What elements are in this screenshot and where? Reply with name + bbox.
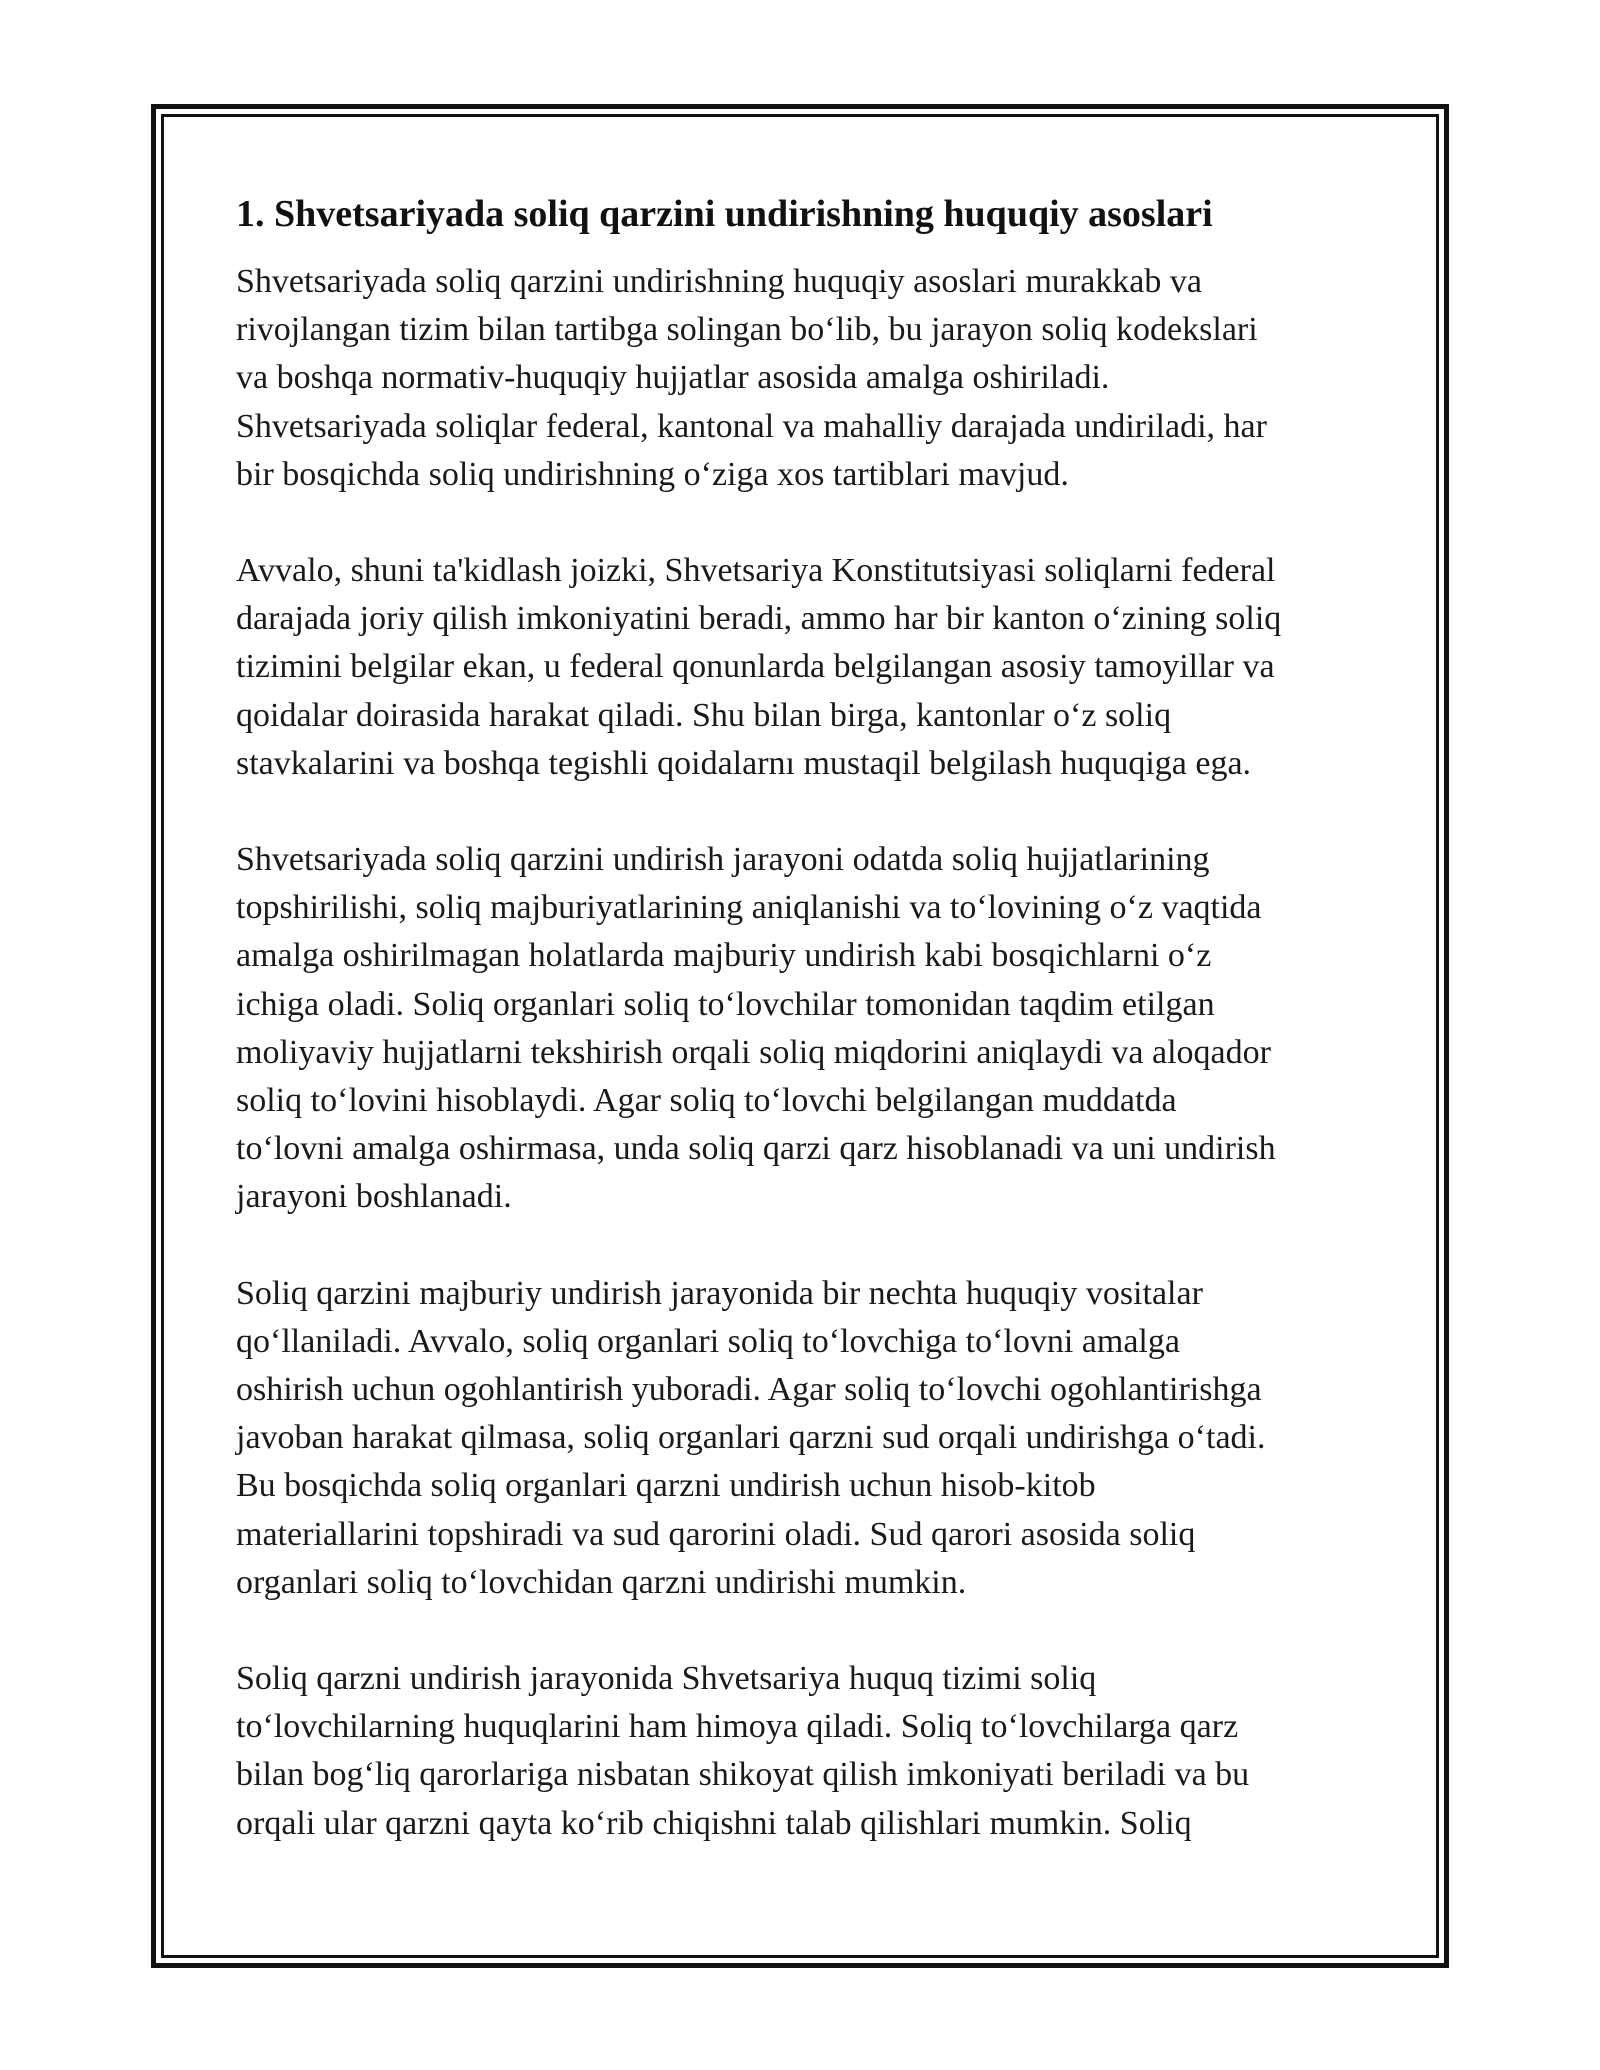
paragraph-line: stavkalarini va boshqa tegishli qoidalarnı mustaqil belgilash huquqiga ega. [236,744,1252,782]
paragraph-4 [236,1270,1366,1607]
paragraph-line: rivojlangan tizim bilan tartibga solingan bo‘lib, bu jarayon soliq kodekslari [236,311,1258,349]
document-content [236,190,1366,1896]
paragraph-line: Avvalo, shuni ta'kidlash joizki, Shvetsariya Konstitutsiyasi soliqlarni federal [236,552,1276,590]
paragraph-5 [236,1655,1366,1848]
paragraph-2 [236,547,1366,788]
paragraph-line: topshirilishi, soliq majburiyatlarining aniqlanishi va to‘lovining o‘z vaqtida [236,889,1262,927]
paragraph-3 [236,836,1366,1222]
paragraph-line: Shvetsariyada soliq qarzini undirish jarayoni odatda soliq hujjatlarining [236,841,1210,879]
paragraph-line: Soliq qarzini majburiy undirish jarayonida bir nechta huquqiy vositalar [236,1274,1203,1312]
paragraph-line: Bu bosqichda soliq organlari qarzni undirish uchun hisob-kitob [236,1467,1096,1505]
paragraph-line: Shvetsariyada soliq qarzini undirishning huquqiy asoslari murakkab va [236,263,1202,300]
paragraph-line: oshirish uchun ogohlantirish yuboradi. Agar soliq to‘lovchi ogohlantirishga [236,1371,1262,1409]
paragraph-line: materiallarini topshiradi va sud qarorini oladi. Sud qarori asosida soliq [236,1515,1196,1553]
paragraph-line: Soliq qarzni undirish jarayonida Shvetsariya huquq tizimi soliq [236,1660,1097,1698]
paragraph-line: ichiga oladi. Soliq organlari soliq to‘lovchilar tomonidan taqdim etilgan [236,985,1215,1023]
paragraph-line: va boshqa normativ-huquqiy hujjatlar asosida amalga oshiriladi. [236,359,1110,397]
paragraph-line: javoban harakat qilmasa, soliq organlari qarzni sud orqali undirishga o‘tadi. [236,1419,1266,1457]
paragraph-line: amalga oshirilmagan holatlarda majburiy undirish kabi bosqichlarni o‘z [236,937,1212,975]
paragraph-line: organlari soliq to‘lovchidan qarzni undirishi mumkin. [236,1563,967,1601]
paragraph-line: darajada joriy qilish imkoniyatini beradi, ammo har bir kanton o‘zining soliq [236,600,1282,638]
paragraph-line: orqali ular qarzni qayta ko‘rib chiqishni talab qilishlari mumkin. Soliq [236,1804,1192,1842]
paragraph-line: bilan bog‘liq qarorlariga nisbatan shikoyat qilish imkoniyati beriladi va bu [236,1756,1250,1794]
paragraph-line: Shvetsariyada soliqlar federal, kantonal va mahalliy darajada undiriladi, har [236,407,1267,445]
paragraph-line: tizimini belgilar ekan, u federal qonunlarda belgilangan asosiy tamoyillar va [236,648,1275,686]
paragraph-line: qoidalar doirasida harakat qiladi. Shu bilan birga, kantonlar o‘z soliq [236,696,1172,734]
paragraph-line: to‘lovchilarning huquqlarini ham himoya qiladi. Soliq to‘lovchilarga qarz [236,1708,1239,1746]
paragraph-line: to‘lovni amalga oshirmasa, unda soliq qarzi qarz hisoblanadi va uni undirish [236,1130,1276,1168]
paragraph-line: bir bosqichda soliq undirishning o‘ziga xos tartiblari mavjud. [236,455,1069,493]
paragraph-line: moliyaviy hujjatlarni tekshirish orqali soliq miqdorini aniqlaydi va aloqador [236,1033,1271,1071]
paragraph-line: soliq to‘lovini hisoblaydi. Agar soliq to‘lovchi belgilangan muddatda [236,1082,1177,1120]
section-heading: 1. Shvetsariyada soliq qarzini undirishning huquqiy asoslari [236,193,1213,235]
paragraph-line: qo‘llaniladi. Avvalo, soliq organlari soliq to‘lovchiga to‘lovni amalga [236,1322,1180,1360]
paragraph-1 [236,258,1366,499]
paragraph-line: jarayoni boshlanadi. [236,1178,512,1216]
